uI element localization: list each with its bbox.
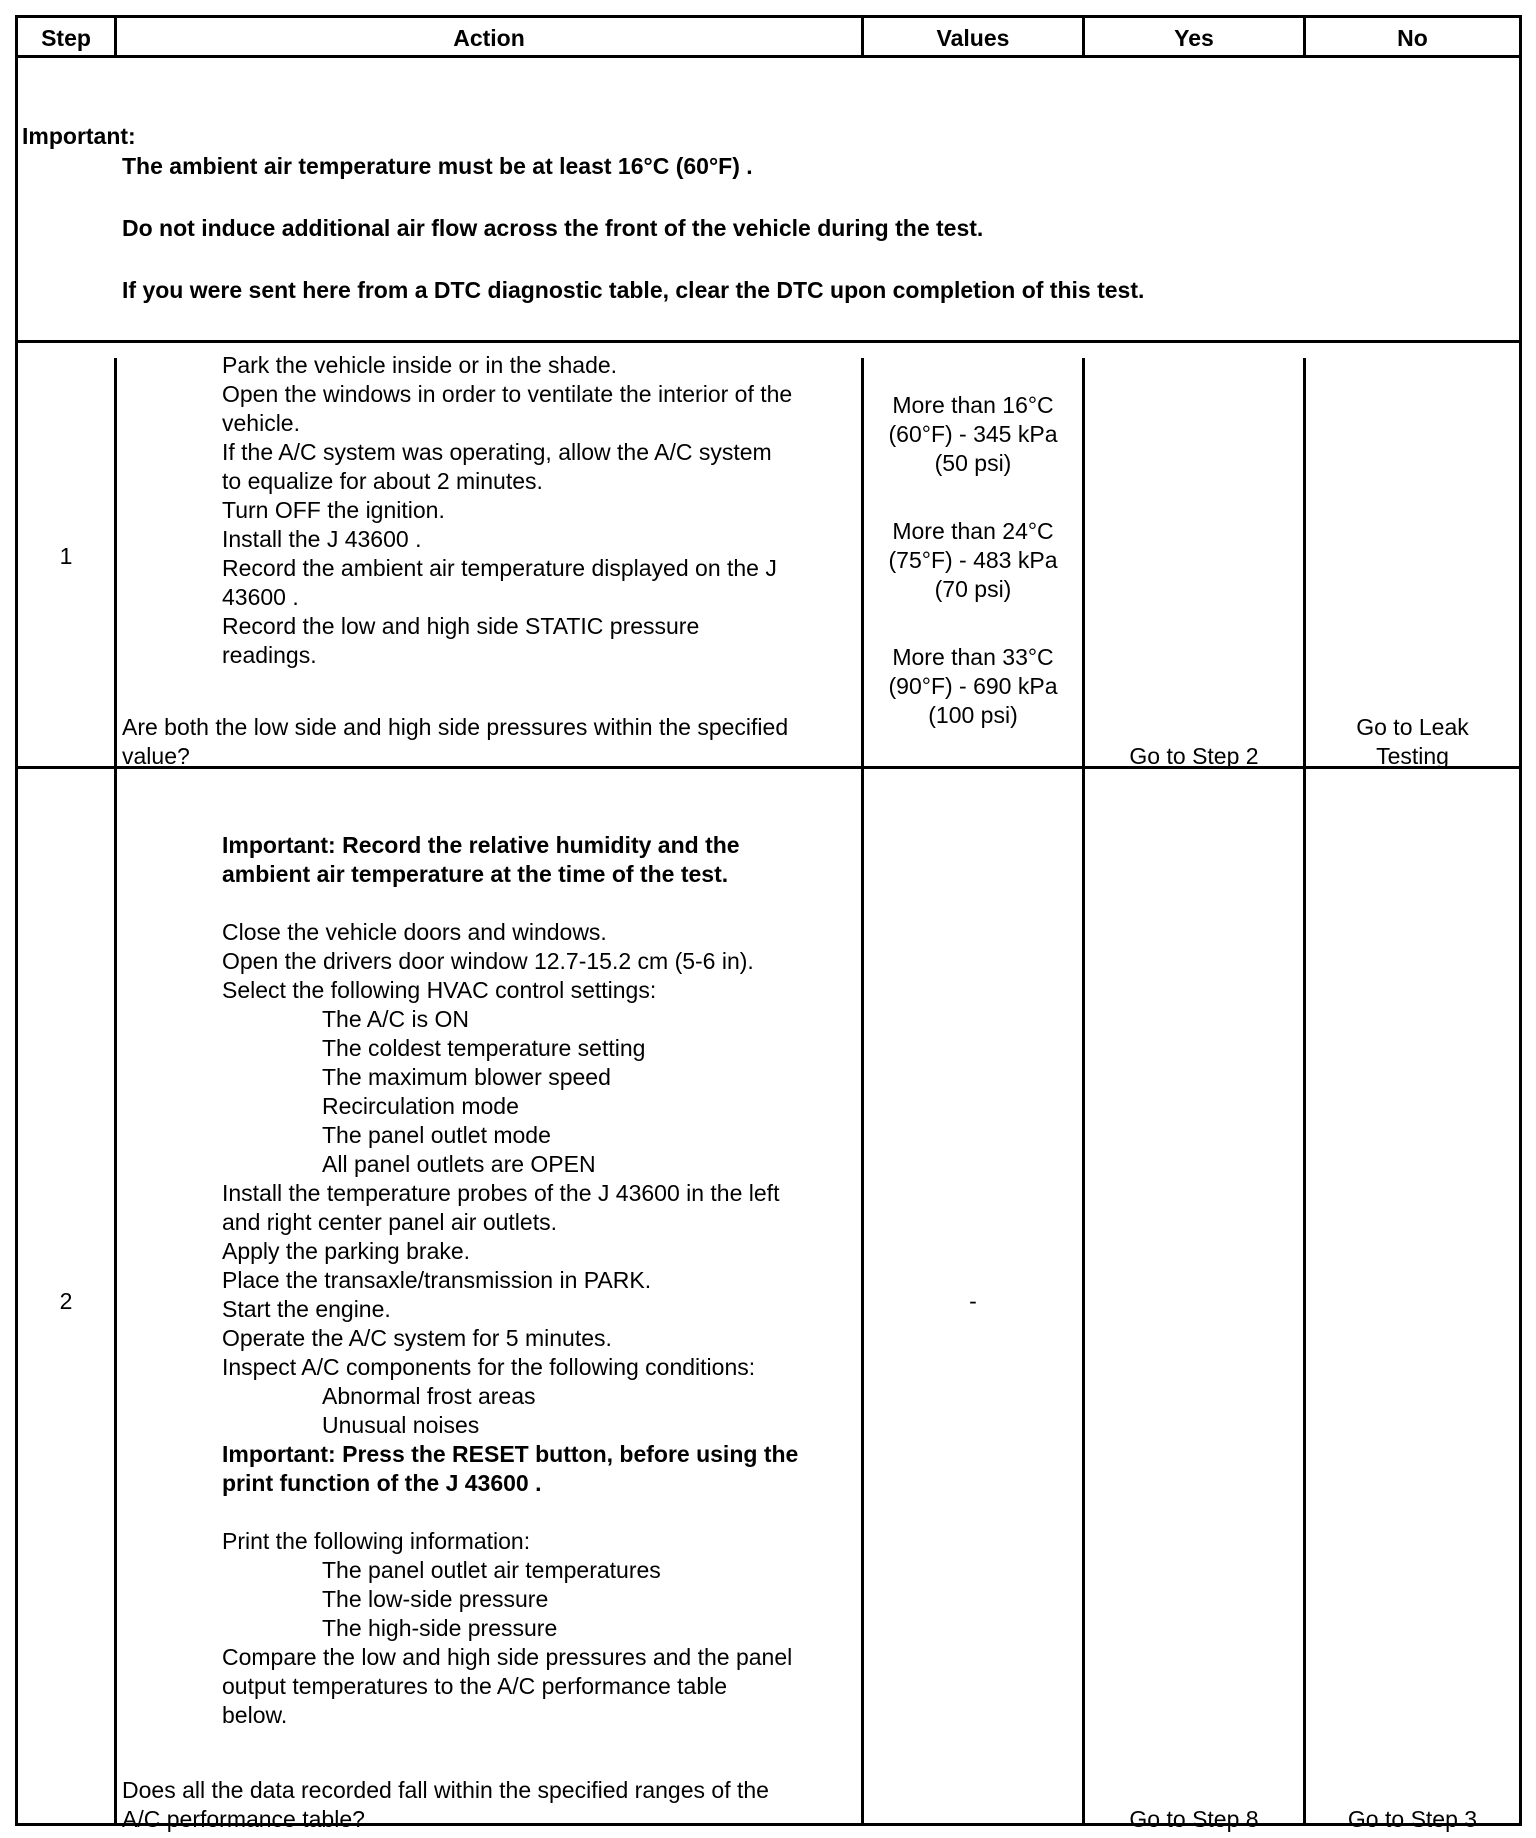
step2-yes: Go to Step 8	[1129, 1806, 1259, 1832]
hvac-setting: The maximum blower speed	[322, 1064, 611, 1090]
important-line: Important: Press the RESET button, before using the	[222, 1441, 799, 1467]
action-line: Close the vehicle doors and windows.	[222, 919, 607, 945]
action-line: Open the drivers door window 12.7-15.2 cm (5-6 in).	[222, 948, 754, 974]
value-line: (100 psi)	[928, 702, 1018, 728]
step-number: 1	[59, 543, 73, 569]
print-item: The low-side pressure	[322, 1586, 549, 1612]
step1-no	[1306, 713, 1519, 771]
important-row-bg	[18, 58, 1519, 358]
action-line: and right center panel air outlets.	[222, 1209, 557, 1235]
action-line: Open the windows in order to ventilate the interior of the	[222, 381, 793, 407]
action-line: below.	[222, 1702, 288, 1728]
question-line: A/C performance table?	[122, 1806, 365, 1832]
value-line: (70 psi)	[934, 576, 1012, 602]
action-line: vehicle.	[222, 410, 300, 436]
important-line: The ambient air temperature must be at least 16°C (60°F) .	[122, 153, 753, 179]
action-line: Install the J 43600 .	[222, 526, 422, 552]
action-line: Inspect A/C components for the following conditions:	[222, 1354, 756, 1380]
step2-action	[222, 831, 798, 1730]
important-line: Do not induce additional air flow across the front of the vehicle during the test.	[122, 215, 984, 241]
action-line: Apply the parking brake.	[222, 1238, 471, 1264]
condition-item: Unusual noises	[322, 1412, 480, 1438]
action-line: Start the engine.	[222, 1296, 391, 1322]
action-line: If the A/C system was operating, allow the A/C system	[222, 439, 772, 465]
header-action: Action	[453, 25, 525, 51]
step1-values	[864, 391, 1082, 730]
step1-question	[122, 713, 788, 771]
action-line: Turn OFF the ignition.	[222, 497, 445, 523]
print-item: The panel outlet air temperatures	[322, 1557, 661, 1583]
row-divider	[18, 340, 1519, 343]
action-line: output temperatures to the A/C performance table	[222, 1673, 728, 1699]
action-line: Place the transaxle/transmission in PARK.	[222, 1267, 652, 1293]
action-line: readings.	[222, 642, 317, 668]
action-line: to equalize for about 2 minutes.	[222, 468, 543, 494]
step1-yes: Go to Step 2	[1129, 743, 1259, 769]
question-line: value?	[122, 743, 190, 769]
action-line: Park the vehicle inside or in the shade.	[222, 352, 618, 378]
header-yes: Yes	[1174, 25, 1214, 51]
value-line: (50 psi)	[934, 450, 1012, 476]
header-values: Values	[936, 25, 1010, 51]
print-item: The high-side pressure	[322, 1615, 558, 1641]
hvac-setting: All panel outlets are OPEN	[322, 1151, 596, 1177]
hvac-setting: The panel outlet mode	[322, 1122, 551, 1148]
value-line: (90°F) - 690 kPa	[888, 673, 1058, 699]
action-line: Record the low and high side STATIC pressure	[222, 613, 700, 639]
no-line: Testing	[1376, 743, 1449, 769]
value-line: (60°F) - 345 kPa	[888, 421, 1058, 447]
action-line: Select the following HVAC control settings:	[222, 977, 657, 1003]
important-line: ambient air temperature at the time of the test.	[222, 861, 729, 887]
value-line: More than 16°C	[892, 392, 1054, 418]
action-line: 43600 .	[222, 584, 299, 610]
step2-values: -	[969, 1288, 977, 1314]
hvac-setting: The A/C is ON	[322, 1006, 469, 1032]
step1-action	[222, 351, 792, 670]
action-line: Record the ambient air temperature displayed on the J	[222, 555, 777, 581]
hvac-setting: Recirculation mode	[322, 1093, 519, 1119]
step2-no: Go to Step 3	[1347, 1806, 1478, 1832]
value-line: (75°F) - 483 kPa	[888, 547, 1058, 573]
value-line: More than 24°C	[892, 518, 1054, 544]
step-number: 2	[59, 1288, 73, 1314]
question-line: Are both the low side and high side pressures within the specified	[122, 714, 789, 740]
action-line: Compare the low and high side pressures and the panel	[222, 1644, 793, 1670]
no-line: Go to Leak	[1356, 714, 1469, 740]
condition-item: Abnormal frost areas	[322, 1383, 536, 1409]
question-line: Does all the data recorded fall within the specified ranges of the	[122, 1777, 769, 1803]
important-label: Important:	[22, 123, 136, 149]
important-line: If you were sent here from a DTC diagnostic table, clear the DTC upon completion of this test.	[122, 277, 1145, 303]
hvac-setting: The coldest temperature setting	[322, 1035, 646, 1061]
step2-question	[122, 1776, 769, 1834]
header-no: No	[1397, 25, 1428, 51]
action-line: Print the following information:	[222, 1528, 531, 1554]
value-line: More than 33°C	[892, 644, 1054, 670]
action-line: Install the temperature probes of the J 43600 in the left	[222, 1180, 780, 1206]
important-line: Important: Record the relative humidity and the	[222, 832, 740, 858]
important-line: print function of the J 43600 .	[222, 1470, 542, 1496]
header-step: Step	[41, 25, 91, 51]
action-line: Operate the A/C system for 5 minutes.	[222, 1325, 612, 1351]
diagnostic-table	[15, 15, 1522, 1832]
